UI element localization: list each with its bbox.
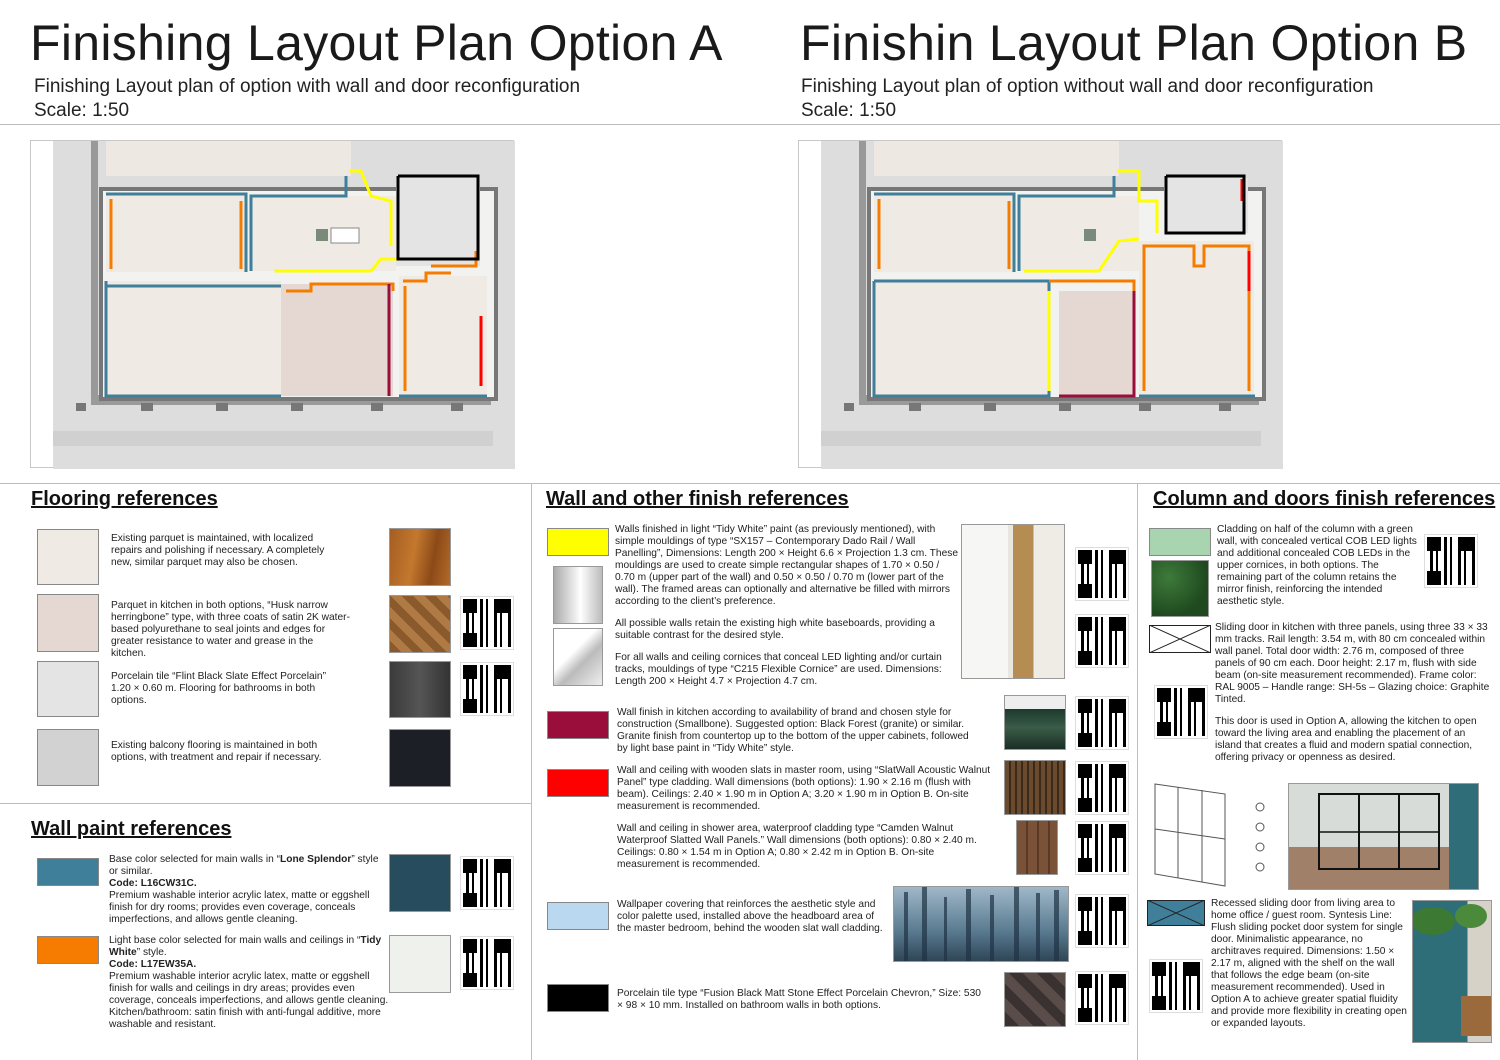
divider-plans (0, 483, 1500, 484)
green-wall-photo (1151, 560, 1209, 617)
paint-item-1-name: Lone Splendor (280, 854, 352, 865)
waterproof-panel-photo (1016, 820, 1058, 875)
qr-code-icon (461, 597, 513, 649)
finish-red-p2: Wall and ceiling in shower area, waterproof cladding type “Camden Walnut Waterproof Slatted Wall Panels.” Wall dimensions (both options): 0.80 × 2.40 m. Ceilings: 0.80 × 1.54 m in Option A; 0.80 × 2.42 m in Option B. On-site measurement is recommended. (617, 823, 977, 870)
qr-code-icon (1155, 686, 1207, 738)
sliding-door-drawing (1150, 782, 1280, 888)
swatch-column-green (1149, 528, 1211, 556)
divider-flooring (0, 803, 531, 804)
divider-col-2 (1137, 483, 1138, 1060)
door-1-p1: Sliding door in kitchen with three panels, using three 33 × 33 mm tracks. Rail length: 3.54 m, with 80 cm concealed within wall panel. Total door width: 2.76 m, composed of three panels of 90 cm each. Door height: 2.17 m, flush with side beam (on-site measurement recommended). Frame color: RAL 9005 – Handle range: SH-5s – Glazing choice: Graphite Tinted. (1215, 622, 1490, 705)
door-swing-icon (1147, 900, 1205, 926)
office-door-plants (1413, 901, 1492, 1043)
wall-paint-title: Wall paint references (31, 818, 232, 840)
scale-option-a: Scale: 1:50 (34, 100, 130, 121)
flooring-item-3: Porcelain tile “Flint Black Slate Effect Porcelain” 1.20 × 0.60 m. Flooring for bathrooms in both options. (111, 671, 326, 706)
swatch-floor-pink (37, 594, 99, 652)
sliding-door-svg (1150, 782, 1280, 888)
dado-rail-photo (553, 566, 603, 624)
swatch-finish-yellow (547, 528, 609, 556)
finish-red-text (617, 765, 992, 871)
qr-code-icon (1076, 895, 1128, 947)
flooring-item-2: Parquet in kitchen in both options, “Husk narrow herringbone” type, with three coats of satin 2K water-based polyurethane to seal joints and edges for greater resistance to water and grease in the kitchen. (111, 600, 350, 659)
qr-code-icon (1076, 822, 1128, 874)
door-2-text: Recessed sliding door from living area to home office / guest room. Syntesis Line: Flush sliding pocket door system for single door. Minimalistic appearance, no architraves required. Dimensions: 1.50 × 2.17 m, aligned with the shelf on the wall that follows the edge beam (on-site measurement recommended). Used in Option A to achieve greater spatial fluidity and provide more flexibility in creating open or expanded layouts. (1211, 898, 1407, 1029)
subtitle-option-b: Finishing Layout plan of option without wall and door reconfiguration (801, 76, 1374, 97)
qr-code-icon (1076, 762, 1128, 814)
flooring-title: Flooring references (31, 488, 218, 510)
paint-item-2-post: ” style. (136, 947, 167, 958)
kitchen-door-photo (1288, 783, 1479, 890)
forest-wallpaper-photo (893, 886, 1069, 962)
qr-code-icon (461, 937, 513, 989)
floor-plan-a-drawing (31, 141, 515, 469)
divider-header (0, 124, 1500, 125)
paint-item-1-code: Code: L16CW31C. (109, 878, 197, 889)
swatch-floor-light (37, 661, 99, 717)
paint-sample-navy (389, 854, 451, 912)
swatch-floor-grey (37, 729, 99, 786)
title-option-a: Finishing Layout Plan Option A (30, 15, 723, 71)
scale-option-b: Scale: 1:50 (801, 100, 897, 121)
swatch-finish-black (547, 984, 609, 1012)
floor-plan-option-b (798, 140, 1282, 468)
qr-code-icon (1150, 960, 1202, 1012)
floor-plan-option-a (30, 140, 514, 468)
paint-item-1 (109, 854, 384, 926)
qr-code-icon (461, 663, 513, 715)
finish-yellow-p1: Walls finished in light “Tidy White” paint (as previously mentioned), with simple mouldings of type “SX157 – Contemporary Dado Rail / Wall Panelling”, Dimensions: Length 200 × Height 6.6 × Projection 1.3 cm. These mouldings are used to create simple rectangular shapes of 1.70 × 0.50 / 0.70 m (upper part of the wall) and 0.50 × 0.50 / 0.70 m (lower part of the wall). The framed areas can optionally and alternative be filled with mirrors according to the client’s preference. (615, 524, 958, 607)
paint-item-1-desc: Premium washable interior acrylic latex, matte or eggshell finish for dry rooms; provides even coverage, conceals imperfections, and allows gentle cleaning. (109, 890, 370, 925)
slate-tile-photo (389, 661, 451, 718)
floor-plan-b-drawing (799, 141, 1283, 469)
subtitle-option-a: Finishing Layout plan of option with wall and door reconfiguration (34, 76, 581, 97)
slat-panel-photo (1004, 760, 1066, 815)
column-doors-title: Column and doors finish references (1153, 488, 1496, 510)
paint-item-2-name: Tidy White (109, 935, 382, 958)
granite-photo (1004, 695, 1066, 750)
swatch-floor-beige (37, 529, 99, 585)
swatch-paint-teal (37, 858, 99, 886)
qr-code-icon (1076, 615, 1128, 667)
flooring-item-1: Existing parquet is maintained, with localized repairs and polishing if necessary. A completely new, similar parquet may also be chosen. (111, 533, 325, 568)
paint-item-2-pre: Light base color selected for main walls and ceilings in “ (109, 935, 361, 946)
chevron-tile-photo (1004, 972, 1066, 1027)
paint-item-1-pre: Base color selected for main walls in “ (109, 854, 280, 865)
qr-code-icon (1076, 697, 1128, 749)
kitchen-door-frame (1289, 784, 1479, 890)
parquet-photo (389, 528, 451, 586)
office-door-photo (1412, 900, 1492, 1043)
paint-item-2-code: Code: L17EW35A. (109, 959, 197, 970)
door-1-text (1215, 622, 1490, 764)
divider-col-1 (531, 483, 532, 1060)
qr-code-icon (1076, 548, 1128, 600)
flooring-item-4: Existing balcony flooring is maintained in both options, with treatment and repair if necessary. (111, 740, 322, 763)
swatch-finish-red (547, 769, 609, 797)
paint-item-2-desc: Premium washable interior acrylic latex, matte or eggshell finish for walls and ceilings in dry areas; provides even coverage, conceals imperfections, and allows gentle cleaning. Kitchen/bathroom: satin finish with anti-fungal additive, more washable and resistant. (109, 971, 389, 1030)
paint-item-2 (109, 935, 389, 1031)
finish-yellow-text (615, 524, 960, 688)
herringbone-photo (389, 595, 451, 653)
title-option-b: Finishin Layout Plan Option B (800, 15, 1468, 71)
door-swing-icon-svg (1147, 900, 1205, 926)
paint-item-1-post: ” style or similar. (109, 854, 379, 877)
qr-code-icon (1425, 535, 1477, 587)
cross-box-icon-svg (1149, 625, 1211, 653)
qr-code-icon (1076, 972, 1128, 1024)
cornice-photo (553, 628, 603, 686)
column-green-text: Cladding on half of the column with a green wall, with concealed vertical COB LED lights and additional concealed COB LEDs in the upper cornices, in both options. The remaining part of the column retains the mirror finish, reinforcing the intended aesthetic style. (1217, 524, 1417, 607)
swatch-paint-orange (37, 936, 99, 964)
wall-finish-title: Wall and other finish references (546, 488, 849, 510)
finish-red-p1: Wall and ceiling with wooden slats in master room, using “SlatWall Acoustic Walnut Panel” type cladding. Wall dimensions (both options): 1.90 × 2.16 m (flush with beam). Ceilings: 2.40 × 1.90 m in Option A; 3.20 × 1.90 m in Option B. On-site measurement is recommended. (617, 765, 991, 812)
forest-trees (894, 887, 1069, 962)
swatch-finish-maroon (547, 711, 609, 739)
swatch-finish-lightblue (547, 902, 609, 930)
paint-sample-white (389, 935, 451, 993)
interior-wall-photo (961, 524, 1065, 679)
finish-black-text: Porcelain tile type “Fusion Black Matt Stone Effect Porcelain Chevron,” Size: 530 × 98 × 10 mm. Installed on bathroom walls in both options. (617, 988, 981, 1011)
finish-yellow-p2: All possible walls retain the existing high white baseboards, providing a suitable contrast for the desired style. (615, 618, 935, 641)
finish-maroon-text: Wall finish in kitchen according to availability of brand and chosen style for construction (Smallbone). Suggested option: Black Forest (granite) or similar. Granite finish from countertop up to the bottom of the upper cabinets, followed by light base paint in “Tidy White” style. (617, 707, 969, 754)
finish-lightblue-text: Wallpaper covering that reinforces the aesthetic style and color palette used, installed above the headboard area of the master bedroom, behind the wooden slat wall cladding. (617, 899, 883, 934)
finish-yellow-p3: For all walls and ceiling cornices that conceal LED lighting and/or curtain tracks, mouldings of type “C215 Flexible Cornice” are used. Dimensions: Length 200 × Height 4.7 × Projection 4.7 cm. (615, 652, 942, 687)
door-1-p2: This door is used in Option A, allowing the kitchen to open toward the living area and enabling the placement of an island that creates a fluid and modern spatial connection, offering privacy or openness as desired. (1215, 716, 1477, 763)
cross-box-icon (1149, 625, 1211, 653)
balcony-tile-photo (389, 729, 451, 787)
qr-code-icon (461, 857, 513, 909)
